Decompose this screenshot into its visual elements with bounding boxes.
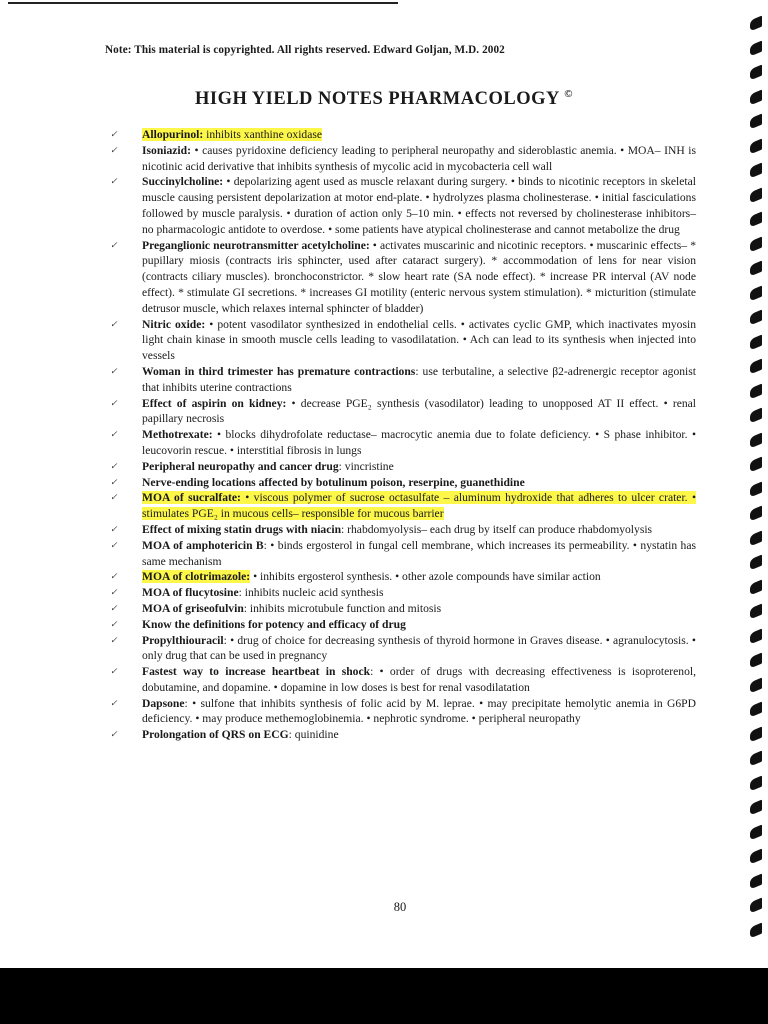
note-entry-flucytosine	[110, 585, 696, 601]
binding-ring	[750, 16, 762, 32]
entry-term: Know the definitions for potency and efficacy of drug	[142, 617, 406, 631]
binding-ring	[750, 677, 762, 693]
entry-body: • inhibits ergosterol synthesis. • other azole compounds have similar action	[250, 570, 601, 584]
binding-ring	[750, 89, 762, 105]
entry-term: Succinylcholine:	[142, 175, 224, 189]
binding-ring	[750, 285, 762, 301]
check-mark-icon: ✓	[110, 492, 118, 503]
check-mark-icon: ✓	[110, 397, 118, 408]
note-entry-acetylcholine	[110, 238, 696, 317]
binding-ring	[750, 922, 762, 938]
check-mark-icon: ✓	[110, 239, 118, 250]
entry-term: Peripheral neuropathy and cancer drug	[142, 459, 339, 473]
entry-body: : • sulfone that inhibits synthesis of folic acid by M. leprae. • may precipitate hemolytic anemia in G6PD deficiency. • may produce methemoglobinemia. • nephrotic syndrome. • peripheral neuropathy	[142, 696, 696, 726]
check-mark-icon: ✓	[110, 144, 118, 155]
note-entry-sucralfate	[110, 490, 696, 522]
entry-body: • viscous polymer of sucrose octasulfate – aluminum hydroxide that adheres to ulcer crater. • stimulates PGE₂ in mucous cells– responsible for mucous barrier	[142, 491, 696, 521]
check-mark-icon: ✓	[110, 666, 118, 677]
check-mark-icon: ✓	[110, 318, 118, 329]
copyright-mark: ©	[564, 88, 573, 100]
copyright-note: Note: This material is copyrighted. All rights reserved. Edward Goljan, M.D. 2002	[105, 44, 505, 56]
entry-term: Woman in third trimester has premature contractions	[142, 364, 416, 378]
binding-ring	[750, 359, 762, 375]
check-mark-icon: ✓	[110, 460, 118, 471]
check-mark-icon: ✓	[110, 365, 118, 376]
note-entry-allopurinol	[110, 127, 696, 143]
entry-term: Nitric oxide:	[142, 317, 206, 331]
notes-list	[110, 127, 696, 743]
note-entry-isoniazid	[110, 143, 696, 175]
check-mark-icon: ✓	[110, 176, 118, 187]
note-entry-amphotericin	[110, 538, 696, 570]
binding-ring	[750, 65, 762, 81]
entry-term: Dapsone	[142, 696, 185, 710]
check-mark-icon: ✓	[110, 129, 118, 139]
entry-term: Fastest way to increase heartbeat in shock	[142, 665, 371, 679]
entry-term: Methotrexate:	[142, 428, 213, 442]
note-entry-succinylcholine	[110, 174, 696, 237]
note-entry-premature-contractions	[110, 364, 696, 396]
entry-term: MOA of sucralfate:	[142, 491, 241, 505]
binding-ring	[750, 751, 762, 767]
page-number: 80	[393, 900, 407, 914]
binding-ring	[750, 653, 762, 669]
entry-body: : inhibits microtubule function and mitosis	[243, 601, 442, 615]
entry-body: • depolarizing agent used as muscle relaxant during surgery. • binds to nicotinic receptors in skeletal muscle causing persistent depolarization at motor end-plate. • hydrolyzes plasma cholinesterase. • initial fasciculations followed by muscle paralysis. • duration of action only 5–10 min. • effects not reversed by cholinesterase inhibitors– no pharmacologic antidote to overdose. • some patients have atypical cholinesterase and cannot metabolize the drug	[142, 175, 696, 236]
note-entry-methotrexate	[110, 427, 696, 459]
note-entry-statin-niacin	[110, 522, 696, 538]
check-mark-icon: ✓	[110, 729, 118, 740]
binding-ring	[750, 212, 762, 228]
entry-body: : use terbutaline, a selective β2-adrenergic receptor agonist that inhibits uterine contractions	[142, 364, 696, 394]
note-entry-nitric-oxide	[110, 317, 696, 364]
entry-term: Preganglionic neurotransmitter acetylcholine:	[142, 238, 370, 252]
binding-ring	[750, 114, 762, 130]
note-entry-propylthiouracil	[110, 633, 696, 665]
entry-term: MOA of amphotericin B	[142, 538, 264, 552]
binding-ring	[750, 481, 762, 497]
binding-ring	[750, 604, 762, 620]
binding-ring	[750, 383, 762, 399]
check-mark-icon: ✓	[110, 429, 118, 440]
note-entry-clotrimazole	[110, 569, 696, 585]
entry-term: Prolongation of QRS on ECG	[142, 728, 289, 742]
check-mark-icon: ✓	[110, 523, 118, 534]
binding-ring	[750, 138, 762, 154]
note-entry-potency-efficacy	[110, 617, 696, 633]
entry-term: Allopurinol:	[142, 128, 204, 141]
entry-body: : vincristine	[338, 459, 394, 473]
check-mark-icon: ✓	[110, 571, 118, 582]
binding-ring	[750, 849, 762, 865]
binding-ring	[750, 506, 762, 522]
title-text: HIGH YIELD NOTES PHARMACOLOGY	[195, 89, 560, 110]
binding-ring	[750, 163, 762, 179]
entry-term: Nerve-ending locations affected by botulinum poison, reserpine, guanethidine	[142, 475, 525, 489]
binding-ring	[750, 457, 762, 473]
scan-bottom-edge	[0, 968, 768, 1024]
page-title	[0, 88, 768, 110]
entry-term: MOA of griseofulvin	[142, 601, 244, 615]
binding-ring	[750, 40, 762, 56]
note-entry-qrs-prolongation	[110, 727, 696, 743]
check-mark-icon: ✓	[110, 539, 118, 550]
binding-ring	[750, 261, 762, 277]
check-mark-icon: ✓	[110, 634, 118, 645]
binding-ring	[750, 898, 762, 914]
binding-ring	[750, 775, 762, 791]
entry-body: inhibits xanthine oxidase	[203, 128, 323, 141]
entry-body: • causes pyridoxine deficiency leading to peripheral neuropathy and sideroblastic anemia. • MOA– INH is nicotinic acid derivative that inhibits synthesis of mycolic acid in mycobacteria cell wall	[142, 143, 696, 173]
entry-body: : inhibits nucleic acid synthesis	[238, 586, 384, 600]
top-scan-line	[8, 2, 398, 4]
entry-body: • decrease PGE₂ synthesis (vasodilator) leading to unopposed AT II effect. • renal papillary necrosis	[142, 396, 696, 426]
entry-term: Effect of aspirin on kidney:	[142, 396, 287, 410]
binding-ring	[750, 800, 762, 816]
entry-body: • potent vasodilator synthesized in endothelial cells. • activates cyclic GMP, which inactivates myosin light chain kinase in smooth muscle cells leading to vasodilatation. • Ach can lead to its synthesis when injected into vessels	[142, 317, 696, 363]
check-mark-icon: ✓	[110, 602, 118, 613]
binding-ring	[750, 873, 762, 889]
binding-ring	[750, 702, 762, 718]
entry-body: • blocks dihydrofolate reductase– macrocytic anemia due to folate deficiency. • S phase inhibitor. • leucovorin rescue. • interstitial fibrosis in lungs	[142, 428, 696, 457]
entry-body: : • drug of choice for decreasing synthesis of thyroid hormone in Graves disease. • agranulocytosis. • only drug that can be used in pregnancy	[142, 633, 696, 663]
binding-ring	[750, 187, 762, 203]
binding-ring	[750, 579, 762, 595]
highlight	[142, 491, 696, 520]
check-mark-icon: ✓	[110, 697, 118, 708]
note-entry-aspirin-kidney	[110, 396, 696, 428]
entry-term: MOA of clotrimazole:	[142, 570, 251, 584]
note-entry-vincristine	[110, 459, 696, 475]
entry-term: Effect of mixing statin drugs with niacin	[142, 522, 342, 536]
check-mark-icon: ✓	[110, 618, 118, 629]
entry-term: Propylthiouracil	[142, 633, 224, 647]
binding-ring	[750, 530, 762, 546]
entry-term: MOA of flucytosine	[142, 586, 239, 600]
entry-body: : • order of drugs with decreasing effectiveness is isoproterenol, dobutamine, and dopamine. • dopamine in low doses is best for renal vasodilatation	[142, 665, 696, 694]
note-entry-nerve-ending	[110, 475, 696, 491]
binding-ring	[750, 432, 762, 448]
binding-ring	[750, 555, 762, 571]
check-mark-icon: ✓	[110, 587, 118, 598]
binding-ring	[750, 236, 762, 252]
binding-ring	[750, 408, 762, 424]
check-mark-icon: ✓	[110, 476, 118, 487]
note-entry-griseofulvin	[110, 601, 696, 617]
entry-term: Isoniazid:	[142, 143, 191, 157]
entry-body: : quinidine	[288, 728, 339, 742]
note-entry-heartbeat-shock	[110, 664, 696, 696]
highlight	[142, 128, 322, 141]
entry-body: : rhabdomyolysis– each drug by itself can produce rhabdomyolysis	[341, 522, 653, 536]
binding-ring	[750, 310, 762, 326]
binding-ring	[750, 628, 762, 644]
entry-body: • activates muscarinic and nicotinic receptors. • muscarinic effects– * pupillary miosis (contracts iris sphincter, used after cataract surgery). * accommodation of lens for near vision (contracts ciliary muscles). bronchoconstrictor. * slow heart rate (SA node effect). * increase PR interval (AV node effect). * stimulate GI secretions. * increases GI motility (enteric nervous system stimulation). * micturition (stimulate detrusor muscle, which relaxes internal sphincter of bladder)	[142, 238, 696, 315]
entry-body: : • binds ergosterol in fungal cell membrane, which increases its permeability. • nystatin has same mechanism	[142, 538, 696, 568]
spiral-binding	[742, 18, 768, 958]
binding-ring	[750, 334, 762, 350]
note-entry-dapsone	[110, 696, 696, 728]
binding-ring	[750, 726, 762, 742]
binding-ring	[750, 824, 762, 840]
